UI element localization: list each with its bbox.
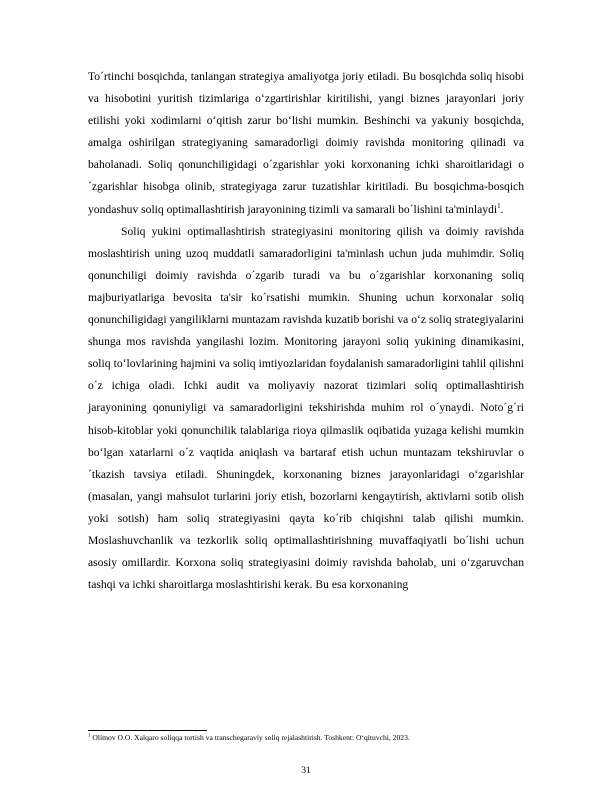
footnote: [88, 733, 524, 743]
paragraph-1-end: .: [500, 202, 504, 216]
footnote-divider: [88, 730, 207, 731]
paragraph-1-text: To´rtinchi bosqichda, tanlangan strategiya amaliyotga joriy etiladi. Bu bosqichda soliq hisobi va hisobotini yuritish tizimlariga o‘zgartirishlar kiritilishi, yangi biznes jarayonlari joriy etilishi yoki xodimlarni o‘qitish zarur bo‘lishi mumkin. Beshinchi va yakuniy bosqichda, amalga oshirilgan strategiyaning samaradorligi doimiy ravishda monitoring qilinadi va baholanadi. Soliq qonunchiligidagi o´zgarishlar yoki korxonaning ichki sharoitlaridagi o´zgarishlar hisobga olinib, strategiyaga zarur tuzatishlar kiritiladi. Bu bosqichma-bosqich yondashuv soliq optimallashtirish jarayonining tizimli va samarali bo´lishini ta'minlaydi: [88, 70, 524, 216]
paragraph-monitoring: Soliq yukini optimallashtirish strategiyasini monitoring qilish va doimiy ravishda moslashtirish uning uzoq muddatli samaradorligini ta'minlash uchun juda muhimdir. Soliq qonunchiligi doimiy ravishda o´zgarib turadi va bu o´zgarishlar korxonaning soliq majburiyatlariga bevosita ta'sir ko´rsatishi mumkin. Shuning uchun korxonalar soliq qonunchiligidagi yangiliklarni muntazam ravishda kuzatib borishi va o‘z soliq strategiyalarini shunga mos ravishda yangilashi lozim. Monitoring jarayoni soliq yukining dinamikasini, soliq to‘lovlarining hajmini va soliq imtiyozlaridan foydalanish samaradorligini tahlil qilishni o´z ichiga oladi. Ichki audit va moliyaviy nazorat tizimlari soliq optimallashtirish jarayonining qonuniyligi va samaradorligini tekshirishda muhim rol o´ynaydi. Noto´g´ri hisob-kitoblar yoki qonunchilik talablariga rioya qilmaslik oqibatida yuzaga kelishi mumkin bo‘lgan xatarlarni o´z vaqtida aniqlash va bartaraf etish uchun muntazam tekshiruvlar o´tkazish tavsiya etiladi. Shuningdek, korxonaning biznes jarayonlaridagi o‘zgarishlar (masalan, yangi mahsulot turlarini joriy etish, bozorlarni kengaytirish, aktivlarni sotib olish yoki sotish) ham soliq strategiyasini qayta ko´rib chiqishni talab qilishi mumkin. Moslashuvchanlik va tezkorlik soliq optimallashtirishning muvaffaqiyatli bo´lishi uchun asosiy omillardir. Korxona soliq strategiyasini doimiy ravishda baholab, uni o‘zgaruvchan tashqi va ichki sharoitlarga moslashtirishi kerak. Bu esa korxonaning: [88, 224, 524, 592]
page-number: 31: [301, 766, 311, 776]
footnote-text: Olimov O.O. Xalqaro soliqqa tortish va transchegaraviy soliq rejalashtirish. Toshkent: O‘qituvchi, 2023.: [92, 733, 410, 742]
footnote-reference[interactable]: 1: [497, 201, 501, 210]
footnote-marker: 1: [88, 733, 91, 739]
document-body: [88, 66, 524, 596]
paragraph-stage-four-five: [88, 66, 524, 221]
